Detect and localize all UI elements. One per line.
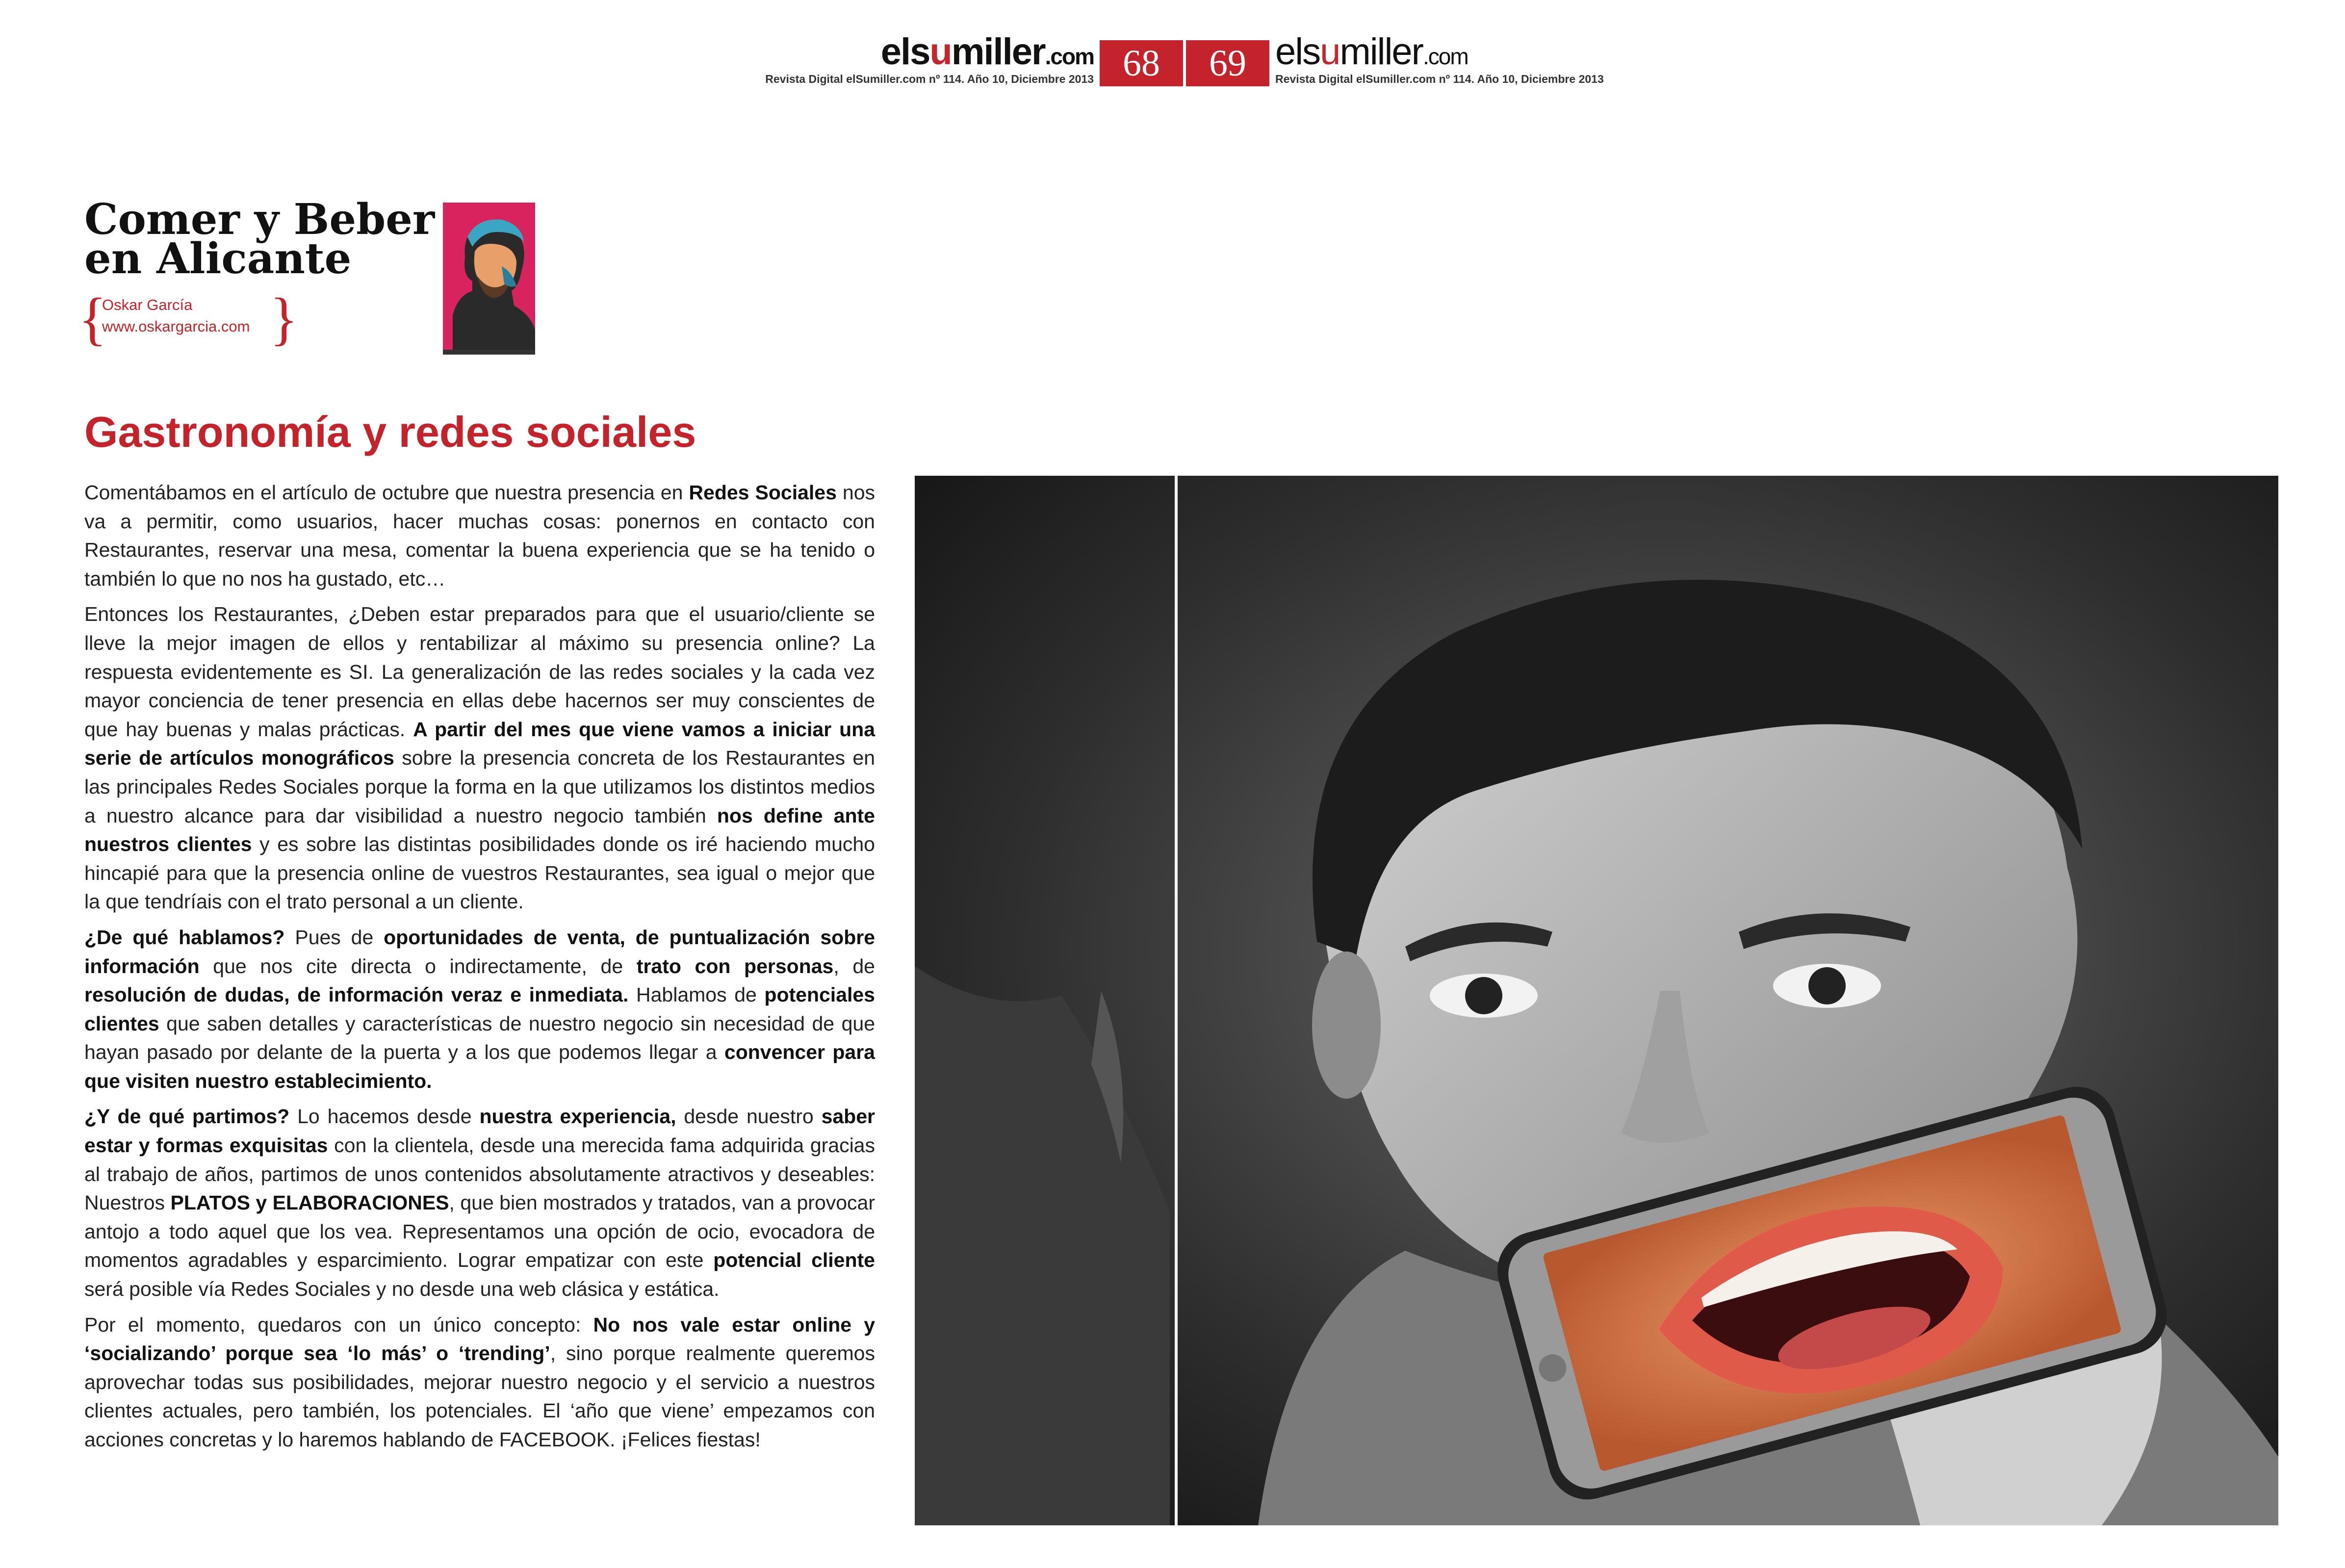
emphasis-text: nos define ante nuestros clientes [84, 804, 875, 856]
author-byline [78, 286, 298, 353]
column-title-line1: Comer y Beber [84, 195, 435, 244]
issue-info-right: Revista Digital elSumiller.com nº 114. Año 10, Diciembre 2013 [1275, 73, 1604, 85]
paragraph-1: Comentábamos en el artículo de octubre que nuestra presencia en Redes Sociales nos va a permitir, como usuarios, hacer muchas cosas: ponernos en contacto con Restaurantes, reservar una mesa, comentar la buena experiencia que se ha tenido o también lo que no nos ha gustado, etc… [84, 481, 876, 590]
masthead-right [1275, 30, 1668, 89]
article-photo [915, 476, 2278, 1525]
emphasis-text: oportunidades de venta, de puntualización sobre información [84, 925, 875, 977]
emphasis-text: resolución de dudas, de información veraz e inmediata. [84, 983, 629, 1006]
paragraph-2: Entonces los Restaurantes, ¿Deben estar preparados para que el usuario/cliente se lleve la mejor imagen de ellos y rentabilizar al máximo su presencia online? La respuesta evidentemente es SI. La generalización de las redes sociales y la cada vez mayor conciencia de tener presencia en ellas debe hacernos ser muy conscientes de que hay buenas y malas prácticas. A partir del mes que viene vamos a iniciar una serie de artículos monográficos sobre la presencia concreta de los Restaurantes en las principales Redes Sociales porque la forma en la que utilizamos los distintos medios a nuestro alcance para dar visibilidad a nuestro negocio también nos define ante nuestros clientes y es sobre las distintas posibilidades donde os iré haciendo mucho hincapié para que la presencia online de vuestros Restaurantes, sea igual o mejor que la que tendríais con el trato personal a un cliente. [84, 603, 876, 913]
brace-open: { [78, 286, 107, 351]
emphasis-text: saber estar y formas exquisitas [84, 1105, 875, 1157]
issue-info: Revista Digital elSumiller.com nº 114. Año 10, Diciembre 2013 [765, 73, 1094, 85]
author-avatar [443, 203, 535, 355]
emphasis-text: PLATOS y ELABORACIONES [170, 1191, 449, 1214]
paragraph-4: ¿Y de qué partimos? Lo hacemos desde nuestra experiencia, desde nuestro saber estar y formas exquisitas con la clientela, desde una merecida fama adquirida gracias al trabajo de años, partimos de unos contenidos absolutamente atractivos y deseables: Nuestros PLATOS y ELABORACIONES, que bien mostrados y tratados, van a provocar antojo a todo aquel que los vea. Representamos una opción de ocio, evocadora de momentos agradables y esparcimiento. Lograr empatizar con este potencial cliente será posible vía Redes Sociales y no desde una web clásica y estática. [84, 1105, 876, 1301]
author-website[interactable]: www.oskargarcia.com [102, 318, 250, 335]
paragraph-5: Por el momento, quedaros con un único concepto: No nos vale estar online y ‘socializando’ porque sea ‘lo más’ o ‘trending’, sino porque realmente queremos aprovechar todas sus posibilidades, mejorar nuestro negocio y el servicio a nuestros clientes actuales, pero también, los potenciales. El ‘año que viene’ empezamos con acciones concretas y lo haremos hablando de FACEBOOK. ¡Felices fiestas! [84, 1313, 875, 1451]
column-title-line2: en Alicante [84, 234, 352, 283]
emphasis-text: A partir del mes que viene vamos a iniciar una serie de artículos monográficos [84, 718, 876, 770]
emphasis-text: ¿De qué hablamos? [84, 925, 285, 949]
emphasis-text: potenciales clientes [84, 983, 875, 1035]
emphasis-text: Redes Sociales [689, 481, 837, 504]
emphasis-text: No nos vale estar online y ‘socializando’ porque sea ‘lo más’ o ‘trending’ [84, 1313, 875, 1365]
page-number-left: 68 [1100, 40, 1183, 86]
brace-close: } [270, 286, 298, 351]
article-body [84, 478, 875, 1461]
emphasis-text: nuestra experiencia, [479, 1105, 676, 1128]
emphasis-text: ¿Y de qué partimos? [84, 1105, 290, 1128]
site-logo[interactable]: elsumiller.com [880, 31, 1094, 73]
page-number-right: 69 [1186, 40, 1269, 86]
paragraph-3: ¿De qué hablamos? Pues de oportunidades de venta, de puntualización sobre información que nos cite directa o indirectamente, de trato con personas, de resolución de dudas, de información veraz e inmediata. Hablamos de potenciales clientes que saben detalles y características de nuestro negocio sin necesidad de que hayan pasado por delante de la puerta y a los que podemos llegar a convencer para que visiten nuestro establecimiento. [84, 925, 875, 1092]
emphasis-text: potencial cliente [713, 1249, 875, 1272]
column-title [84, 195, 435, 283]
author-name: Oskar García [102, 296, 193, 313]
site-logo-right[interactable]: elsumiller.com [1275, 31, 1468, 73]
emphasis-text: convencer para que visiten nuestro establecimiento. [84, 1041, 875, 1092]
article-title: Gastronomía y redes sociales [84, 408, 696, 456]
masthead-left [726, 30, 1094, 89]
photo-man-with-phone-mouth-icon [915, 476, 2278, 1525]
emphasis-text: trato con personas [636, 954, 834, 977]
